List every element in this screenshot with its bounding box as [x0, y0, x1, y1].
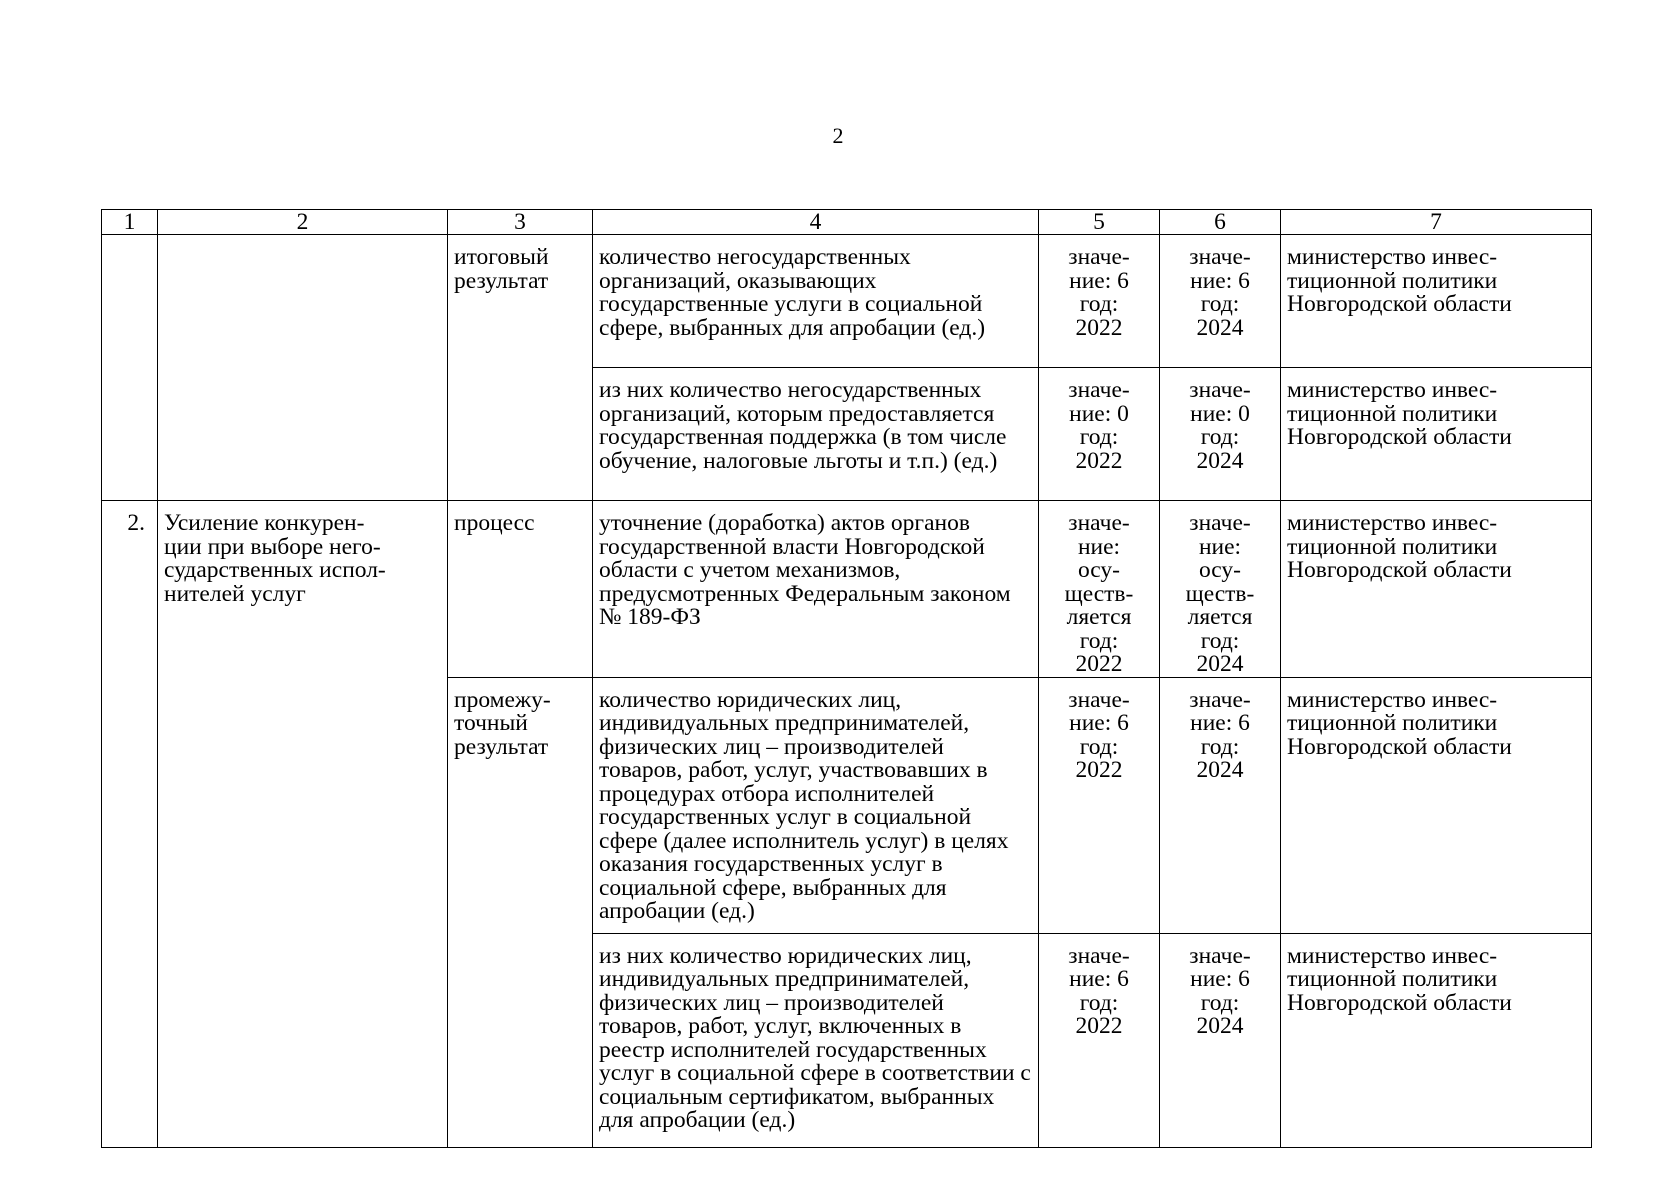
row-number-cell: [102, 235, 158, 501]
indicator-cell: уточнение (доработка) актов органов государственной власти Новгородской области с учетом механизмов, предусмотренных Федеральным законом № 189-ФЗ: [593, 501, 1039, 678]
column-header-7: 7: [1281, 210, 1592, 235]
column-header-4: 4: [593, 210, 1039, 235]
indicator-cell: количество негосударственных организаций, оказывающих государственные услуги в социальной сфере, выбранных для апробации (ед.): [593, 235, 1039, 368]
target-value-cell: значе- ние: 6 год: 2024: [1160, 235, 1281, 368]
result-type-cell: промежу- точный результат: [448, 677, 593, 1147]
indicator-cell: количество юридических лиц, индивидуальных предпринимателей, физических лиц – производителей товаров, работ, услуг, участвовавших в процедурах отбора исполнителей государственных услуг в социальной сфере (далее исполнитель услуг) в целях оказания государственных услуг в социальной сфере, выбранных для апробации (ед.): [593, 677, 1039, 933]
base-value-cell: значе- ние: 6 год: 2022: [1039, 677, 1160, 933]
indicator-cell: из них количество негосударственных организаций, которым предоставляется государственная поддержка (в том числе обучение, налоговые льготы и т.п.) (ед.): [593, 368, 1039, 501]
responsible-cell: министерство инвес- тиционной политики Новгородской области: [1281, 677, 1592, 933]
indicators-table: [101, 209, 1592, 1148]
row-number-cell: 2.: [102, 501, 158, 1148]
target-value-cell: значе- ние: осу- ществ- ляется год: 2024: [1160, 501, 1281, 678]
table-row: [102, 501, 1592, 678]
base-value-cell: значе- ние: осу- ществ- ляется год: 2022: [1039, 501, 1160, 678]
column-number-row: [102, 210, 1592, 235]
base-value-cell: значе- ние: 6 год: 2022: [1039, 235, 1160, 368]
responsible-cell: министерство инвес- тиционной политики Новгородской области: [1281, 501, 1592, 678]
responsible-cell: министерство инвес- тиционной политики Новгородской области: [1281, 933, 1592, 1147]
column-header-6: 6: [1160, 210, 1281, 235]
target-value-cell: значе- ние: 6 год: 2024: [1160, 933, 1281, 1147]
column-header-3: 3: [448, 210, 593, 235]
table-row: [102, 235, 1592, 368]
base-value-cell: значе- ние: 0 год: 2022: [1039, 368, 1160, 501]
task-cell: [158, 235, 448, 501]
task-cell: Усиление конкурен- ции при выборе него- сударственных испол- нителей услуг: [158, 501, 448, 1148]
column-header-1: 1: [102, 210, 158, 235]
responsible-cell: министерство инвес- тиционной политики Новгородской области: [1281, 368, 1592, 501]
column-header-5: 5: [1039, 210, 1160, 235]
target-value-cell: значе- ние: 6 год: 2024: [1160, 677, 1281, 933]
result-type-cell: процесс: [448, 501, 593, 678]
column-header-2: 2: [158, 210, 448, 235]
responsible-cell: министерство инвес- тиционной политики Новгородской области: [1281, 235, 1592, 368]
page-number: 2: [832, 123, 844, 148]
result-type-cell: итоговый результат: [448, 235, 593, 501]
indicator-cell: из них количество юридических лиц, индивидуальных предпринимателей, физических лиц – производителей товаров, работ, услуг, включенных в реестр исполнителей государственных услуг в социальной сфере в соответствии с социальным сертификатом, выбранных для апробации (ед.): [593, 933, 1039, 1147]
base-value-cell: значе- ние: 6 год: 2022: [1039, 933, 1160, 1147]
target-value-cell: значе- ние: 0 год: 2024: [1160, 368, 1281, 501]
